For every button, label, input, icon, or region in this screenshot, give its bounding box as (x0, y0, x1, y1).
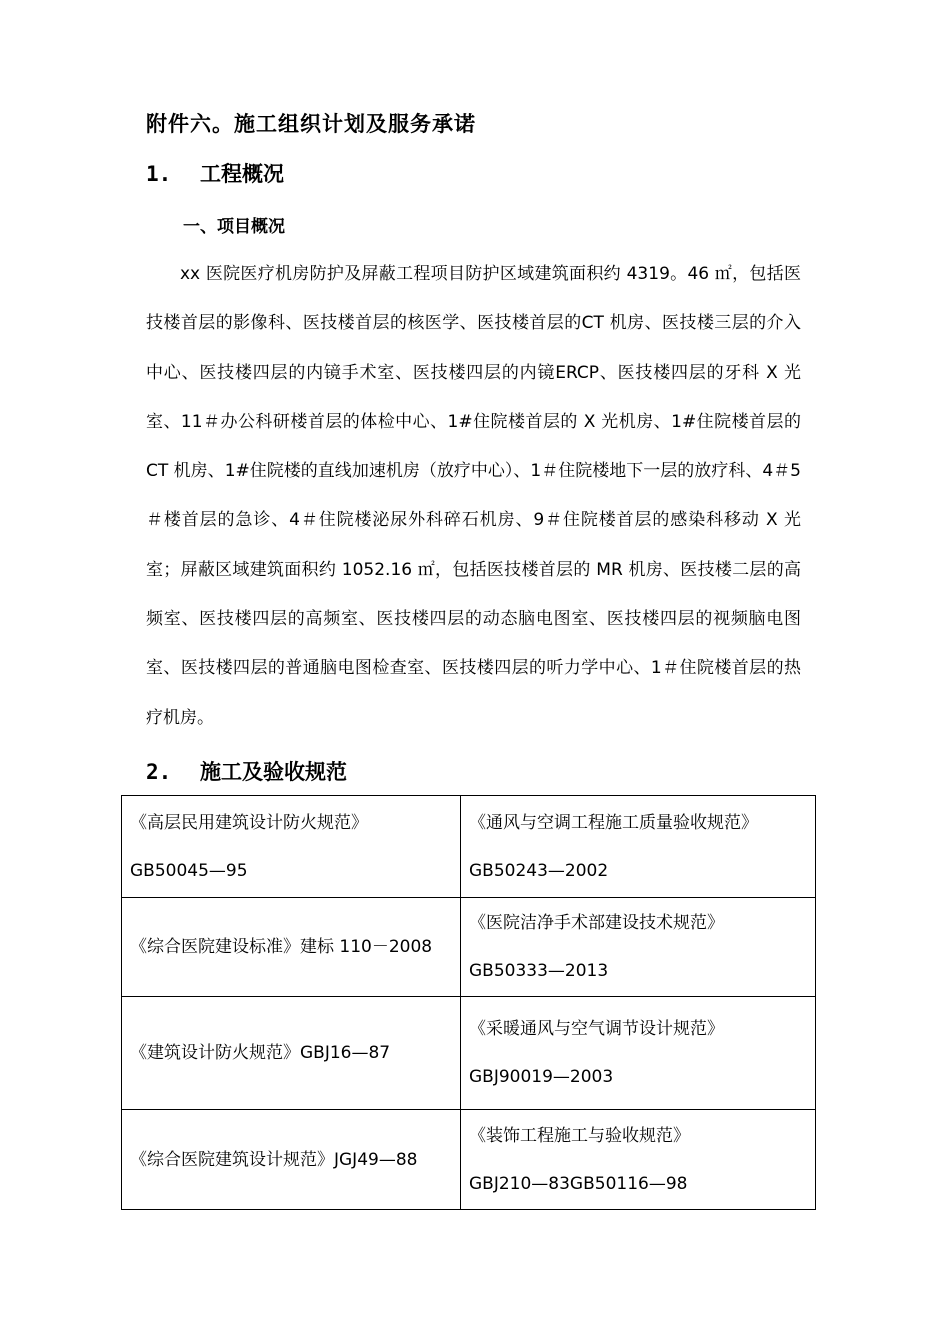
table-cell (461, 1110, 816, 1210)
standard-name: 《装饰工程施工与验收规范》 (469, 1125, 690, 1146)
standard-code: GB50333—2013 (469, 961, 609, 981)
section-title: 工程概况 (200, 162, 284, 186)
table-cell (122, 796, 461, 898)
table-cell (461, 898, 816, 997)
table-cell (461, 796, 816, 898)
standard-name: 《通风与空调工程施工质量验收规范》 (469, 812, 758, 833)
standard-name: 《采暖通风与空气调节设计规范》 (469, 1019, 724, 1039)
standard-code: GB50243—2002 (469, 860, 609, 881)
table-row (122, 1110, 816, 1210)
table-cell (122, 997, 461, 1110)
standard-entry: 《建筑设计防火规范》GBJ16—87 (130, 1043, 391, 1063)
table-cell (461, 997, 816, 1110)
standards-table (121, 795, 816, 1210)
standard-code: GBJ90019—2003 (469, 1067, 614, 1087)
section-heading-1 (146, 158, 284, 188)
section-title: 施工及验收规范 (200, 760, 347, 784)
subsection-heading: 一、项目概况 (183, 217, 285, 237)
standard-entry: 《综合医院建设标准》建标 110－2008 (130, 937, 433, 957)
standard-name: 《高层民用建筑设计防火规范》 (130, 812, 368, 833)
project-overview-paragraph: xx 医院医疗机房防护及屏蔽工程项目防护区域建筑面积约 4319。46 ㎡，包括医技楼首层的影像科、医技楼首层的核医学、医技楼首层的CT 机房、医技楼三层的介入中心、医技楼四层的内镜手术室、医技楼四层的内镜ERCP、医技楼四层的牙科 X 光室、11＃办公科研楼首层的体检中心、1#住院楼首层的 X 光机房、1#住院楼首层的 CT 机房、1#住院楼的直线加速机房（放疗中心）、1＃住院楼地下一层的放疗科、4＃5＃楼首层的急诊、4＃住院楼泌尿外科碎石机房、9＃住院楼首层的感染科移动 X 光室；屏蔽区域建筑面积约 1052.16 ㎡，包括医技楼首层的 MR 机房、医技楼二层的高频室、医技楼四层的高频室、医技楼四层的动态脑电图室、医技楼四层的视频脑电图室、医技楼四层的普通脑电图检查室、医技楼四层的听力学中心、1＃住院楼首层的热疗机房。 (146, 264, 801, 728)
section-heading-2 (146, 756, 347, 786)
table-cell (122, 898, 461, 997)
table-row (122, 796, 816, 898)
standard-entry: 《综合医院建筑设计规范》JGJ49—88 (130, 1149, 418, 1170)
standard-code: GB50045—95 (130, 860, 248, 881)
table-cell (122, 1110, 461, 1210)
standard-code: GBJ210—83GB50116—98 (469, 1173, 688, 1194)
table-row (122, 898, 816, 997)
page-title: 附件六。施工组织计划及服务承诺 (146, 112, 476, 136)
standard-name: 《医院洁净手术部建设技术规范》 (469, 913, 724, 933)
section-number: 2. (146, 760, 172, 784)
section-number: 1. (146, 162, 172, 186)
table-row (122, 997, 816, 1110)
